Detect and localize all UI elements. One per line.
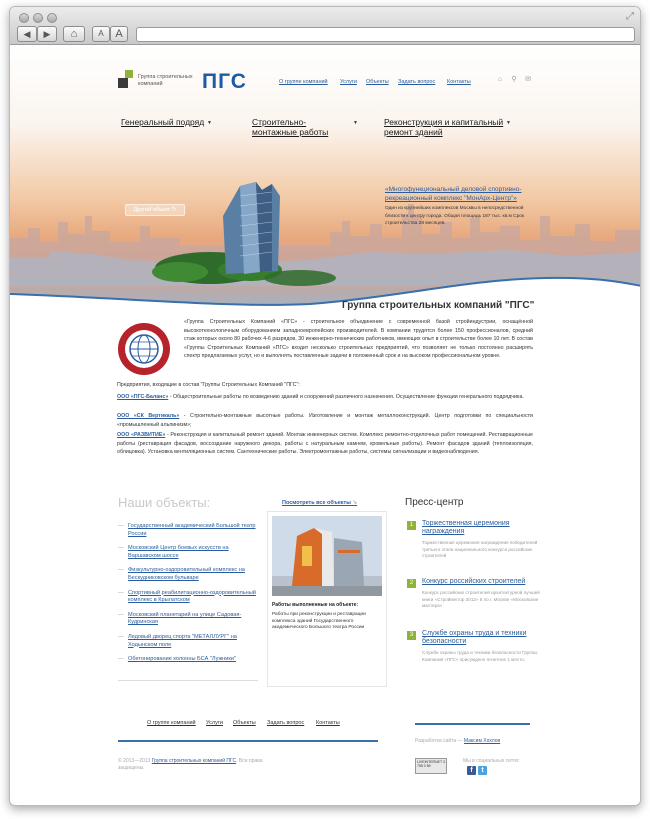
topnav-contacts[interactable]: Контакты	[447, 79, 471, 85]
objects-list	[118, 523, 258, 671]
footer-divider	[118, 740, 378, 742]
text-larger-button[interactable]: A	[110, 26, 128, 42]
arrow-right-icon: ↘	[352, 500, 358, 506]
company-link[interactable]: ООО «РАЗВИТИЕ»	[117, 432, 166, 438]
menu-construction-works[interactable]: Строительно-монтажные работы	[252, 117, 329, 137]
company-link[interactable]: ООО «ПГС-Баланс»	[117, 394, 169, 400]
social-label: Мы в социальных сетях:	[463, 758, 520, 764]
object-photo	[272, 516, 382, 596]
company-seal-icon	[117, 322, 171, 376]
developer-credit: Разработка сайта — Максим Хохлов	[415, 738, 501, 744]
menu-reconstruction[interactable]: Реконструкция и капитальный ремонт зданий	[384, 117, 504, 137]
copyright-link[interactable]: Группа строительных компаний ПГС	[151, 758, 237, 764]
press-link[interactable]: Торжественная церемония награждения	[422, 520, 510, 535]
close-window-button[interactable]	[19, 13, 29, 23]
city-skyline-image	[10, 46, 641, 311]
page-title: Группа строительных компаний "ПГС"	[342, 300, 535, 311]
object-photo-card[interactable]	[267, 511, 387, 687]
fullscreen-icon[interactable]: ⤢	[626, 11, 634, 22]
list-item[interactable]: — Московский Центр боевых искусств на Варшавском шоссе	[118, 545, 229, 559]
minimize-window-button[interactable]	[33, 13, 43, 23]
objects-heading: Наши объекты:	[118, 495, 211, 510]
twitter-icon[interactable]: t	[478, 766, 487, 775]
press-summary: Конкурс российских строителей архитектурной лучшей книги «Стройвектор 2012» 5 по г. Москве «Московские мастера»	[422, 590, 540, 609]
list-item[interactable]: — Московский планетарий на улице Садовая-Кудринская	[118, 611, 242, 626]
home-icon: ⌂	[70, 28, 78, 40]
back-button[interactable]: ◀	[17, 26, 37, 42]
list-item[interactable]: — Спортивный реабилитационно-оздоровительный комплекс в Крылатском	[118, 589, 256, 604]
featured-object-description: Один из крупнейших комплексов Москвы в непосредственной близости к центру города. Общая площадь 187 тыс. кв.м Срок строительства 28 месяцев.	[385, 206, 525, 227]
footer-link-contacts[interactable]: Контакты	[316, 720, 340, 726]
text-smaller-button[interactable]: A	[92, 26, 110, 42]
press-link[interactable]: Службе охраны труда и техники безопасности	[422, 630, 527, 645]
visit-counter[interactable]: LIVEINTERNET 3 755 0 89	[415, 758, 447, 774]
web-page	[10, 46, 641, 806]
search-icon[interactable]: ⚲	[511, 76, 517, 83]
intro-text: «Группа Строительных Компаний «ПГС» - строительное объединение с современной базой стройиндустрии, оснащённой высокотехнологичным оборудованием западноевропейских производителей. В компании трудятся более 150 профессионалов, средний стаж которых около 80 рабочих 4-6 разрядов, 30 инженерно-технических работников, имеющих опыт в строительстве более 10 лет. В состав «Группы Строительных Компаний «ПГС» входит несколько строительных предприятий, что позволяет не только постоянно расширять спектр предлагаемых услуг, но и выполнять поставленные задачи в положенный срок и на высоком профессиональном уровне.	[184, 319, 533, 360]
featured-object-link[interactable]: «Многофункциональный деловой спортивно-рекреационный комплекс "МонАрх-Центр"»	[385, 186, 522, 202]
topnav-objects[interactable]: Объекты	[366, 79, 389, 85]
chevron-down-icon: ▼	[353, 120, 358, 126]
browser-toolbar	[10, 7, 641, 45]
list-item[interactable]: — Физкультурно-оздоровительный комплекс на Бескудниковском бульваре	[118, 567, 245, 581]
company-item: ООО «СК Вертикаль» - Строительно-монтажные высотные работы. Изготовление и монтаж металлоконструкций. Центр подготовки по специальности «промышленный альпинизм»;	[117, 413, 533, 428]
photo-description: Работы при реконструкции и реставрации комплекса зданий Государственного академического Большого театра России	[272, 612, 366, 631]
chevron-down-icon: ▼	[207, 120, 212, 126]
company-link[interactable]: ООО «СК Вертикаль»	[117, 413, 180, 419]
photo-caption: Работы выполненные на объекте:	[272, 602, 359, 608]
refresh-icon: ↻	[171, 207, 177, 213]
browser-window	[9, 6, 641, 806]
topnav-ask-question[interactable]: Задать вопрос	[398, 79, 436, 85]
footer-link-objects[interactable]: Объекты	[233, 720, 256, 726]
list-item[interactable]: — Обетонирование колонны БСА "Лужники"	[118, 656, 236, 663]
logo-mark	[125, 70, 133, 78]
home-button[interactable]	[63, 26, 85, 42]
menu-general-contracting[interactable]: Генеральный подряд	[121, 117, 205, 127]
press-number-badge: 3	[407, 631, 416, 640]
mail-icon[interactable]: ✉	[525, 76, 531, 83]
address-bar[interactable]	[136, 27, 635, 42]
copyright: © 2013—2013 Группа строительных компаний ПГС. Все права защищены.	[118, 758, 263, 771]
press-number-badge: 2	[407, 579, 416, 588]
facebook-icon[interactable]: f	[467, 766, 476, 775]
list-item[interactable]: — Государственный академический Большой театр России	[118, 523, 256, 537]
show-all-objects-link[interactable]: Посмотреть все объекты ↘	[282, 500, 358, 506]
divider	[118, 680, 258, 681]
home-icon[interactable]: ⌂	[497, 76, 503, 83]
company-item: ООО «ПГС-Баланс» - Общестроительные работы по возведению зданий и сооружений различного назначения. Осуществление функции генерального подрядчика.	[117, 394, 524, 400]
other-object-button[interactable]: Другой объект ↻	[125, 204, 185, 216]
developer-link[interactable]: Максим Хохлов	[463, 738, 501, 744]
list-item[interactable]: — Ледовый дворец спорта "МЕТАЛЛУРГ" на Ходынском поле	[118, 633, 237, 648]
press-summary: Службе охраны труда и техники безопасности Группы Компаний «ПГС» присуждено почетное 1 место.	[422, 650, 538, 662]
footer-link-about[interactable]: О группе компаний	[147, 720, 196, 726]
footer-divider	[415, 723, 530, 725]
footer-link-ask-question[interactable]: Задать вопрос	[267, 720, 305, 726]
press-link[interactable]: Конкурс российских строителей	[422, 578, 526, 585]
press-heading: Пресс-центр	[405, 497, 464, 508]
footer-link-services[interactable]: Услуги	[206, 720, 223, 726]
chevron-down-icon: ▼	[506, 120, 511, 126]
hero-banner: Группа строительных компаний ПГС О группе компаний Услуги Объекты Задать вопрос Контакты ⌂ ⚲ ✉ Генеральный подряд ▼ Строительно-монтажные работы ▼ Реконструкция и капитальный ремонт зданий ▼ Другой объект ↻ «Многофункциональный деловой спортивно-рекреационный комплекс "МонАрх-Центр"» Один из крупнейших комплексов Москвы в непосредственной близости к центру города. Общая площадь 187 тыс. кв.м Срок строительства 28 месяцев.	[10, 46, 641, 311]
press-number-badge: 1	[407, 521, 416, 530]
forward-button[interactable]: ▶	[37, 26, 57, 42]
company-item: ООО «РАЗВИТИЕ» - Реконструкция и капитальный ремонт зданий. Монтаж инженерных систем. Комплекс ремонтно-отделочных работ помещений. Реставрационные работы (реставрация фасадов, воссоздание наружного декора, работы с натуральным камнем, кровельные работы). Ремонт фасадов зданий (теплоизоляция, облицовка). Установка вентиляционных систем. Сантехнические работы. Электромонтажные работы, системы сигнализации и видеонаблюдения.	[117, 432, 533, 456]
zoom-window-button[interactable]	[47, 13, 57, 23]
topnav-services[interactable]: Услуги	[340, 79, 357, 85]
logo-text: ПГС	[202, 70, 247, 93]
topnav-about[interactable]: О группе компаний	[279, 79, 328, 85]
companies-heading: Предприятия, входящие в состав "Группы Строительных Компаний "ПГС":	[117, 382, 300, 388]
press-summary: Торжественная церемония награждения победителей третьего этапа национального конкурса российских строителей	[422, 540, 538, 559]
